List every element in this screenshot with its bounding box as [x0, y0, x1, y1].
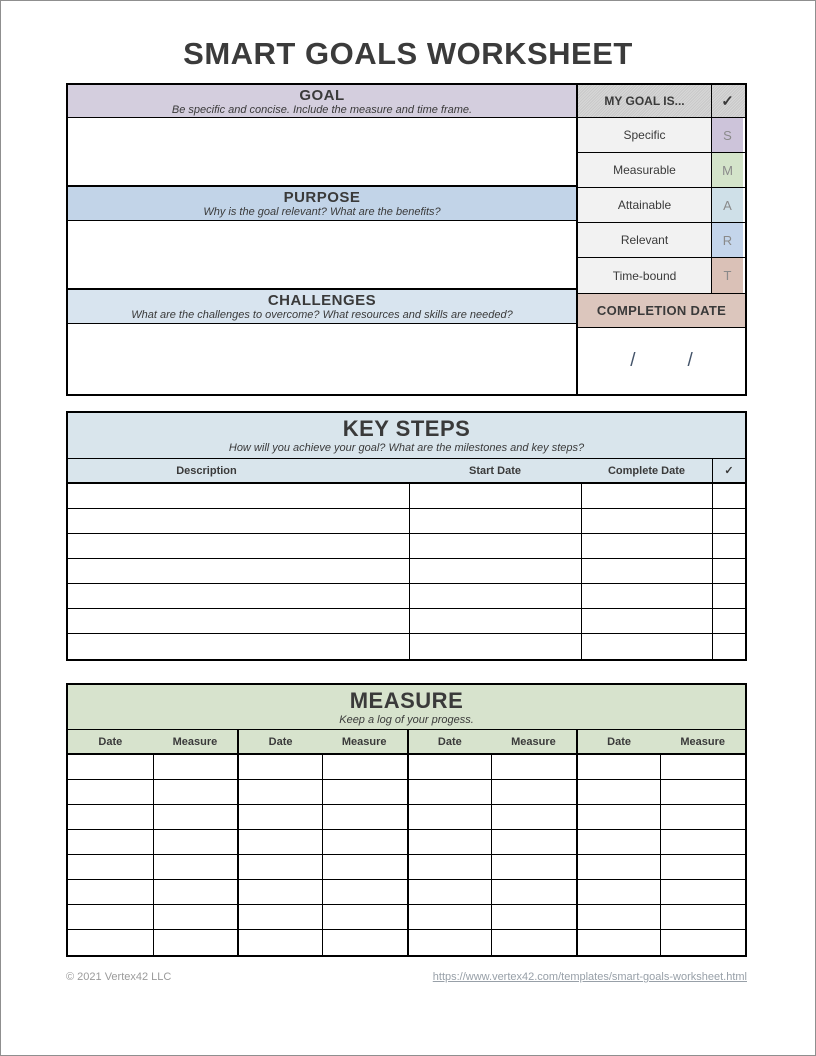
measure-body: [68, 755, 745, 955]
key-steps-row-cell[interactable]: [581, 484, 712, 508]
measure-row-cell[interactable]: [576, 780, 661, 804]
date-column-header-4: Date: [576, 730, 661, 753]
measure-table: [66, 683, 747, 957]
key-steps-column-headers: [68, 459, 745, 484]
key-steps-row-cell[interactable]: [581, 559, 712, 583]
measure-row-cell[interactable]: [407, 805, 492, 829]
smart-row-attainable: [578, 188, 745, 223]
smart-panel-header: [578, 85, 745, 118]
measure-row-cell[interactable]: [660, 855, 745, 879]
key-steps-row-cell[interactable]: [68, 484, 409, 508]
check-icon: ✓: [721, 93, 734, 110]
goal-title: GOAL: [299, 87, 345, 104]
key-steps-row-cell[interactable]: [581, 609, 712, 633]
key-steps-row: [68, 534, 745, 559]
key-steps-row: [68, 484, 745, 509]
key-steps-row-cell[interactable]: [409, 484, 581, 508]
key-steps-row-cell[interactable]: [712, 609, 745, 633]
challenges-section-header: [68, 290, 576, 324]
key-steps-row-cell[interactable]: [712, 584, 745, 608]
measure-row-cell[interactable]: [322, 930, 407, 955]
measure-row-cell[interactable]: [322, 830, 407, 854]
key-steps-row: [68, 509, 745, 534]
my-goal-is-label: MY GOAL IS...: [578, 85, 712, 117]
challenges-entry-field[interactable]: [68, 324, 576, 394]
measure-row-cell[interactable]: [322, 880, 407, 904]
description-column-header: Description: [176, 464, 237, 477]
measure-subtitle: Keep a log of your progess.: [339, 714, 474, 726]
measure-row-cell[interactable]: [576, 905, 661, 929]
key-steps-row-cell[interactable]: [581, 509, 712, 533]
goal-left-column: [68, 85, 578, 394]
purpose-entry-field[interactable]: [68, 221, 576, 290]
measure-row-cell[interactable]: [576, 805, 661, 829]
measure-row-cell[interactable]: [322, 805, 407, 829]
key-steps-row-cell[interactable]: [68, 509, 409, 533]
key-steps-header: [68, 413, 745, 459]
measure-title: MEASURE: [349, 688, 464, 713]
measure-row-cell[interactable]: [407, 930, 492, 955]
goal-entry-field[interactable]: [68, 118, 576, 187]
key-steps-table: [66, 411, 747, 661]
measure-row-cell[interactable]: [237, 905, 322, 929]
measure-row-cell[interactable]: [407, 905, 492, 929]
measure-row: [68, 905, 745, 930]
key-steps-row-cell[interactable]: [712, 634, 745, 659]
measure-row-cell[interactable]: [68, 805, 153, 829]
key-steps-row-cell[interactable]: [712, 484, 745, 508]
completion-date-header: COMPLETION DATE: [578, 293, 745, 328]
measure-row-cell[interactable]: [576, 930, 661, 955]
key-steps-row-cell[interactable]: [581, 584, 712, 608]
key-steps-row-cell[interactable]: [68, 634, 409, 659]
key-steps-row-cell[interactable]: [409, 634, 581, 659]
measure-column-header-4: Measure: [680, 735, 725, 748]
measure-row: [68, 880, 745, 905]
measure-row-cell[interactable]: [491, 830, 576, 854]
measure-row-cell[interactable]: [68, 830, 153, 854]
measure-column-header-3: Measure: [511, 735, 556, 748]
copyright-text: © 2021 Vertex42 LLC: [66, 971, 172, 983]
measure-row-cell[interactable]: [491, 805, 576, 829]
measure-row-cell[interactable]: [576, 855, 661, 879]
measure-row-cell[interactable]: [407, 755, 492, 779]
measure-row-cell[interactable]: [237, 930, 322, 955]
measure-row-cell[interactable]: [68, 780, 153, 804]
measure-row-cell[interactable]: [153, 880, 238, 904]
smart-row-specific: [578, 118, 745, 153]
key-steps-row-cell[interactable]: [68, 559, 409, 583]
measure-row-cell[interactable]: [153, 905, 238, 929]
measure-row-cell[interactable]: [491, 930, 576, 955]
measure-row-cell[interactable]: [237, 805, 322, 829]
measure-header: [68, 685, 745, 730]
key-steps-row: [68, 609, 745, 634]
measure-column-headers: [68, 730, 745, 755]
key-steps-row-cell[interactable]: [68, 534, 409, 558]
measure-column-header-1: Measure: [172, 735, 218, 748]
measure-row-cell[interactable]: [153, 855, 238, 879]
key-steps-row-cell[interactable]: [409, 509, 581, 533]
measure-row-cell[interactable]: [68, 905, 153, 929]
date-column-header-1: Date: [98, 735, 123, 748]
key-steps-row-cell[interactable]: [581, 634, 712, 659]
measure-row-cell[interactable]: [660, 755, 745, 779]
measure-row: [68, 855, 745, 880]
vertex42-link[interactable]: https://www.vertex42.com/templates/smart-goals-worksheet.html: [432, 971, 747, 983]
relevant-checkbox-cell[interactable]: R: [712, 223, 743, 257]
purpose-subtitle: Why is the goal relevant? What are the benefits?: [203, 206, 441, 218]
goal-subtitle: Be specific and concise. Include the measure and time frame.: [171, 104, 473, 116]
measure-row-cell[interactable]: [237, 830, 322, 854]
attainable-label: Attainable: [578, 188, 712, 222]
measure-row-cell[interactable]: [68, 855, 153, 879]
complete-date-column-header: Complete Date: [607, 464, 686, 477]
measure-row-cell[interactable]: [237, 880, 322, 904]
measure-row-cell[interactable]: [491, 755, 576, 779]
key-steps-row-cell[interactable]: [712, 534, 745, 558]
measure-row-cell[interactable]: [576, 830, 661, 854]
specific-checkbox-cell[interactable]: S: [712, 118, 743, 152]
smart-row-timebound: [578, 258, 745, 293]
measure-row-cell[interactable]: [660, 905, 745, 929]
measure-row-cell[interactable]: [660, 805, 745, 829]
key-steps-body: [68, 484, 745, 659]
measure-row-cell[interactable]: [237, 855, 322, 879]
key-steps-row-cell[interactable]: [409, 534, 581, 558]
date-column-header-3: Date: [407, 730, 492, 753]
measure-row-cell[interactable]: [237, 755, 322, 779]
measure-row: [68, 830, 745, 855]
measure-row-cell[interactable]: [322, 855, 407, 879]
attainable-checkbox-cell[interactable]: A: [712, 188, 743, 222]
measure-row-cell[interactable]: [322, 755, 407, 779]
page-title: SMART GOALS WORKSHEET: [183, 36, 633, 71]
measure-row: [68, 930, 745, 955]
key-steps-row: [68, 584, 745, 609]
measure-row-cell[interactable]: [491, 880, 576, 904]
check-column-header: ✓: [712, 459, 745, 482]
relevant-label: Relevant: [578, 223, 712, 257]
measure-row-cell[interactable]: [660, 830, 745, 854]
measure-row-cell[interactable]: [153, 755, 238, 779]
purpose-title: PURPOSE: [283, 189, 361, 206]
measurable-checkbox-cell[interactable]: M: [712, 153, 743, 187]
measure-row: [68, 755, 745, 780]
key-steps-row-cell[interactable]: [68, 584, 409, 608]
key-steps-row-cell[interactable]: [712, 559, 745, 583]
measure-row-cell[interactable]: [237, 780, 322, 804]
key-steps-row-cell[interactable]: [68, 609, 409, 633]
date-slash-2: /: [687, 350, 693, 371]
start-date-column-header: Start Date: [469, 464, 521, 477]
measure-row-cell[interactable]: [68, 930, 153, 955]
key-steps-row-cell[interactable]: [409, 584, 581, 608]
measure-row-cell[interactable]: [660, 880, 745, 904]
challenges-subtitle: What are the challenges to overcome? What resources and skills are needed?: [131, 309, 513, 321]
goal-section-header: [68, 85, 576, 118]
measure-row-cell[interactable]: [660, 930, 745, 955]
timebound-checkbox-cell[interactable]: T: [712, 258, 743, 293]
measure-row-cell[interactable]: [660, 780, 745, 804]
key-steps-row-cell[interactable]: [409, 609, 581, 633]
key-steps-row-cell[interactable]: [409, 559, 581, 583]
key-steps-row-cell[interactable]: [581, 534, 712, 558]
measure-row-cell[interactable]: [153, 805, 238, 829]
measure-row-cell[interactable]: [153, 930, 238, 955]
measure-row-cell[interactable]: [407, 830, 492, 854]
date-slash-1: /: [630, 350, 636, 371]
completion-date-field[interactable]: [578, 328, 745, 394]
key-steps-title: KEY STEPS: [342, 416, 471, 441]
measure-row-cell[interactable]: [576, 880, 661, 904]
measure-row-cell[interactable]: [322, 780, 407, 804]
goal-table: [66, 83, 747, 396]
measure-row-cell[interactable]: [322, 905, 407, 929]
measure-row-cell[interactable]: [576, 755, 661, 779]
measurable-label: Measurable: [578, 153, 712, 187]
challenges-title: CHALLENGES: [267, 292, 377, 309]
date-column-header-2: Date: [237, 730, 322, 753]
smart-row-measurable: [578, 153, 745, 188]
key-steps-row: [68, 559, 745, 584]
key-steps-row-cell[interactable]: [712, 509, 745, 533]
measure-row-cell[interactable]: [68, 755, 153, 779]
page-footer: [66, 971, 747, 983]
measure-row-cell[interactable]: [491, 780, 576, 804]
measure-row-cell[interactable]: [491, 905, 576, 929]
timebound-label: Time-bound: [578, 258, 712, 293]
smart-checklist-panel: [578, 85, 745, 394]
measure-row: [68, 805, 745, 830]
measure-row-cell[interactable]: [407, 780, 492, 804]
measure-row: [68, 780, 745, 805]
purpose-section-header: [68, 187, 576, 221]
key-steps-subtitle: How will you achieve your goal? What are the milestones and key steps?: [228, 442, 585, 454]
measure-row-cell[interactable]: [491, 855, 576, 879]
measure-column-header-2: Measure: [341, 735, 387, 748]
specific-label: Specific: [578, 118, 712, 152]
measure-row-cell[interactable]: [407, 880, 492, 904]
measure-row-cell[interactable]: [68, 880, 153, 904]
measure-row-cell[interactable]: [153, 830, 238, 854]
measure-row-cell[interactable]: [407, 855, 492, 879]
smart-row-relevant: [578, 223, 745, 258]
key-steps-row: [68, 634, 745, 659]
measure-row-cell[interactable]: [153, 780, 238, 804]
